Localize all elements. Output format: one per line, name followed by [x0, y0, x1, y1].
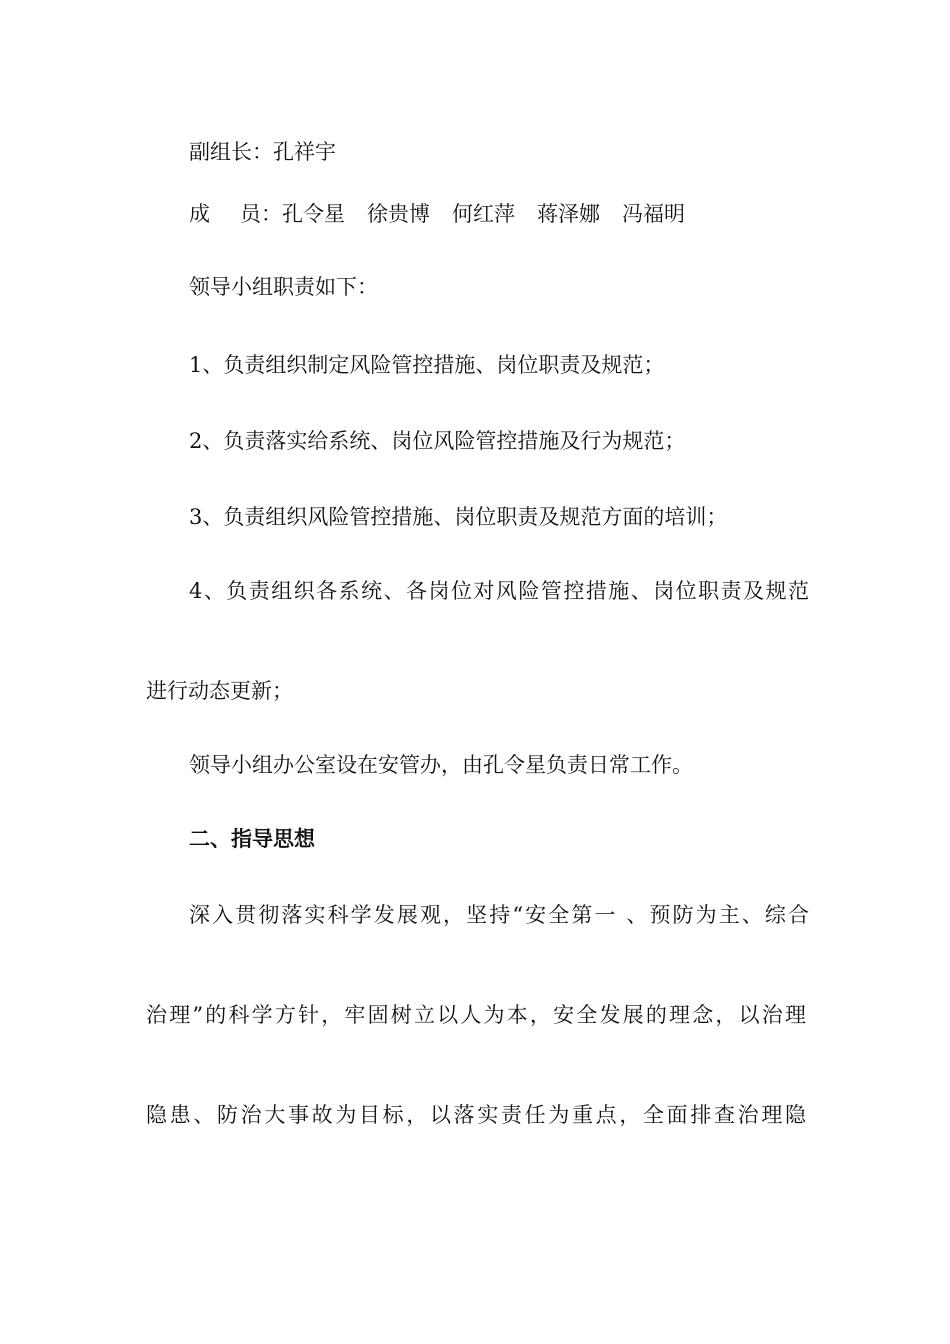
- vice-leader-line: 副组长：孔祥宇: [189, 140, 336, 164]
- duty-item-3: 3、负责组织风险管控措施、岗位职责及规范方面的培训；: [189, 505, 728, 529]
- members-label-char1: 成: [189, 202, 210, 226]
- member-name: 孔令星: [282, 202, 345, 226]
- guiding-paragraph-line-3: 隐患、防治大事故为目标，以落实责任为重点，全面排查治理隐: [146, 1103, 806, 1127]
- duty-item-2: 2、负责落实给系统、岗位风险管控措施及行为规范；: [189, 429, 686, 453]
- duty-item-4-continuation: 进行动态更新；: [146, 679, 293, 703]
- member-name: 徐贵博: [367, 202, 430, 226]
- section-heading: 二、指导思想: [189, 827, 315, 851]
- guiding-paragraph-line-1: 深入贯彻落实科学发展观，坚持“安全第一 、预防为主、综合: [189, 903, 809, 927]
- duty-item-4: 4、负责组织各系统、各岗位对风险管控措施、岗位职责及规范: [189, 579, 809, 603]
- office-note: 领导小组办公室设在安管办，由孔令星负责日常工作。: [189, 753, 693, 777]
- members-line: [189, 199, 809, 229]
- member-name: 冯福明: [622, 202, 685, 226]
- member-name: 蒋泽娜: [537, 202, 600, 226]
- member-name: 何红萍: [452, 202, 515, 226]
- guiding-paragraph-line-2: 治理”的科学方针，牢固树立以人为本，安全发展的理念，以治理: [146, 1003, 806, 1027]
- members-label-char2: 员：: [240, 202, 282, 226]
- duty-item-1: 1、负责组织制定风险管控措施、岗位职责及规范；: [189, 353, 665, 377]
- duties-intro: 领导小组职责如下：: [189, 275, 378, 299]
